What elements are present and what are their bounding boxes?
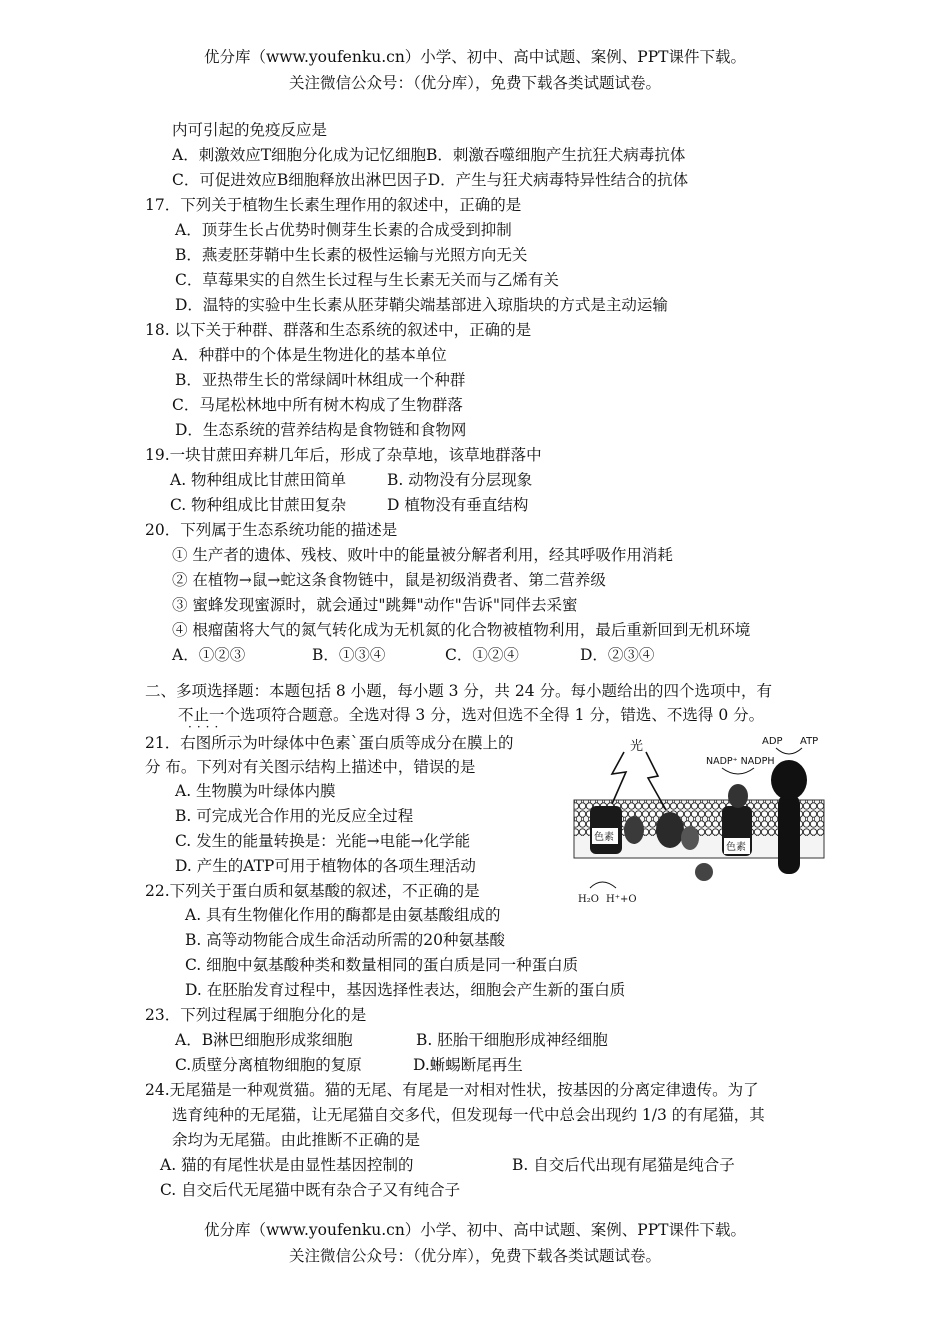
q17-stem: 17．下列关于植物生长素生理作用的叙述中，正确的是 bbox=[145, 196, 522, 214]
protein-carrier-1 bbox=[624, 816, 644, 844]
q19-option-b: B. 动物没有分层现象 bbox=[387, 471, 533, 489]
q20-statement-1: ① 生产者的遗体、残枝、败叶中的能量被分解者利用，经其呼吸作用消耗 bbox=[172, 546, 673, 564]
q20-stem: 20．下列属于生态系统功能的描述是 bbox=[145, 521, 398, 539]
water-split-arrow bbox=[590, 882, 616, 888]
q23-option-c: C.质壁分离植物细胞的复原 bbox=[175, 1056, 362, 1074]
light-bolt-left bbox=[612, 752, 626, 804]
section2-heading-line-1: 二、多项选择题：本题包括 8 小题，每小题 3 分，共 24 分。每小题给出的四个选项中，有 bbox=[145, 682, 773, 700]
pigment-label-right: 色素 bbox=[726, 842, 746, 853]
q19-option-a: A. 物种组成比甘蔗田简单 bbox=[170, 471, 347, 489]
q19-option-d: D 植物没有垂直结构 bbox=[387, 496, 529, 514]
q20-statement-2: ② 在植物→鼠→蛇这条食物链中，鼠是初级消费者、第二营养级 bbox=[172, 571, 606, 589]
q22-option-a: A. 具有生物催化作用的酶都是由氨基酸组成的 bbox=[185, 906, 501, 924]
adp-label: ADP bbox=[762, 736, 783, 747]
q24-stem-line-3: 余均为无尾猫。由此推断不正确的是 bbox=[172, 1131, 421, 1149]
section2-heading-line-2: 不止一个选项符合题意。全选对得 3 分，选对但选不全得 1 分，错选、不选得 0 分。 bbox=[178, 706, 765, 724]
q24-option-b: B. 自交后代出现有尾猫是纯合子 bbox=[512, 1156, 735, 1174]
mobile-carrier bbox=[695, 863, 713, 881]
adp-atp-arrow bbox=[776, 748, 802, 754]
atp-label: ATP bbox=[800, 736, 819, 747]
q23-option-b: B. 胚胎干细胞形成神经细胞 bbox=[416, 1031, 608, 1049]
q22-option-d: D. 在胚胎发育过程中，基因选择性表达，细胞会产生新的蛋白质 bbox=[185, 981, 626, 999]
q20-option-d: D．②③④ bbox=[580, 646, 655, 664]
q20-option-a: A．①②③ bbox=[172, 646, 246, 664]
q21-option-d: D. 产生的ATP可用于植物体的各项生理活动 bbox=[175, 857, 476, 875]
light-label: 光 bbox=[630, 739, 644, 754]
q22-stem: 22.下列关于蛋白质和氨基酸的叙述，不正确的是 bbox=[145, 882, 480, 900]
q17-option-c: C．草莓果实的自然生长过程与生长素无关而与乙烯有关 bbox=[175, 271, 559, 289]
q23-option-d: D.蜥蜴断尾再生 bbox=[413, 1056, 523, 1074]
q16-options-ab: A．刺激效应T细胞分化成为记忆细胞B．刺激吞噬细胞产生抗狂犬病毒抗体 bbox=[172, 146, 686, 164]
q18-stem: 18. 以下关于种群、群落和生态系统的叙述中，正确的是 bbox=[145, 321, 532, 339]
q23-stem: 23．下列过程属于细胞分化的是 bbox=[145, 1006, 367, 1024]
thylakoid-membrane-figure bbox=[572, 730, 832, 910]
q18-option-b: B．亚热带生长的常绿阔叶林组成一个种群 bbox=[175, 371, 466, 389]
q21-stem-line-2: 分 布。下列对有关图示结构上描述中，错误的是 bbox=[145, 758, 476, 776]
footer-line-2: 关注微信公众号：（优分库），免费下载各类试题试卷。 bbox=[288, 1247, 661, 1265]
q18-option-c: C．马尾松林地中所有树木构成了生物群落 bbox=[172, 396, 463, 414]
q20-option-b: B．①③④ bbox=[312, 646, 386, 664]
q22-option-c: C. 细胞中氨基酸种类和数量相同的蛋白质是同一种蛋白质 bbox=[185, 956, 579, 974]
q17-option-d: D．温特的实验中生长素从胚芽鞘尖端基部进入琼脂块的方式是主动运输 bbox=[175, 296, 668, 314]
atp-synthase-stalk bbox=[778, 794, 800, 874]
q21-option-c: C. 发生的能量转换是：光能→电能→化学能 bbox=[175, 832, 471, 850]
q19-option-c: C. 物种组成比甘蔗田复杂 bbox=[170, 496, 347, 514]
header-line-2: 关注微信公众号：（优分库），免费下载各类试题试卷。 bbox=[288, 74, 661, 92]
nadp-arrow bbox=[722, 768, 754, 774]
q18-option-d: D．生态系统的营养结构是食物链和食物网 bbox=[175, 421, 467, 439]
q21-option-b: B. 可完成光合作用的光反应全过程 bbox=[175, 807, 414, 825]
q21-stem-line-1: 21．右图所示为叶绿体中色素`蛋白质等成分在膜上的 bbox=[145, 734, 514, 752]
q24-option-a: A. 猫的有尾性状是由显性基因控制的 bbox=[160, 1156, 414, 1174]
header-line-1: 优分库（www.youfenku.cn）小学、初中、高中试题、案例、PPT课件下载。 bbox=[203, 48, 747, 66]
q24-stem-line-2: 选育纯种的无尾猫，让无尾猫自交多代，但发现每一代中总会出现约 1/3 的有尾猫，其 bbox=[172, 1106, 765, 1124]
q17-option-a: A．顶芽生长占优势时侧芽生长素的合成受到抑制 bbox=[175, 221, 512, 239]
q22-option-b: B. 高等动物能合成生命活动所需的20种氨基酸 bbox=[185, 931, 505, 949]
q20-statement-4: ④ 根瘤菌将大气的氮气转化成为无机氮的化合物被植物利用，最后重新回到无机环境 bbox=[172, 621, 751, 639]
pigment-label-left: 色素 bbox=[594, 832, 614, 843]
q18-option-a: A．种群中的个体是生物进化的基本单位 bbox=[172, 346, 447, 364]
footer-line-1: 优分库（www.youfenku.cn）小学、初中、高中试题、案例、PPT课件下载。 bbox=[203, 1221, 747, 1239]
water-label: H₂O bbox=[578, 894, 599, 905]
q23-option-a: A．B淋巴细胞形成浆细胞 bbox=[175, 1031, 353, 1049]
q21-option-a: A. 生物膜为叶绿体内膜 bbox=[175, 782, 336, 800]
proton-oxygen-label: H⁺+O bbox=[606, 894, 637, 905]
protein-carrier-2 bbox=[681, 826, 699, 850]
q20-statement-3: ③ 蜜蜂发现蜜源时，就会通过"跳舞"动作"告诉"同伴去采蜜 bbox=[172, 596, 578, 614]
nadp-label: NADP⁺ NADPH bbox=[706, 756, 775, 767]
q17-option-b: B．燕麦胚芽鞘中生长素的极性运输与光照方向无关 bbox=[175, 246, 528, 264]
emphasis-dots: ···· bbox=[188, 720, 224, 734]
q24-option-c: C. 自交后代无尾猫中既有杂合子又有纯合子 bbox=[160, 1181, 461, 1199]
q20-option-c: C．①②④ bbox=[445, 646, 519, 664]
atp-synthase-head bbox=[771, 760, 807, 800]
nadp-reductase bbox=[728, 784, 748, 808]
q16-options-cd: C．可促进效应B细胞释放出淋巴因子D．产生与狂犬病毒特异性结合的抗体 bbox=[172, 171, 689, 189]
cytochrome-complex bbox=[656, 812, 684, 848]
q24-stem-line-1: 24.无尾猫是一种观赏猫。猫的无尾、有尾是一对相对性状，按基因的分离定律遗传。为了 bbox=[145, 1081, 759, 1099]
q19-stem: 19.一块甘蔗田弃耕几年后，形成了杂草地，该草地群落中 bbox=[145, 446, 542, 464]
q16-continuation: 内可引起的免疫反应是 bbox=[172, 121, 328, 139]
